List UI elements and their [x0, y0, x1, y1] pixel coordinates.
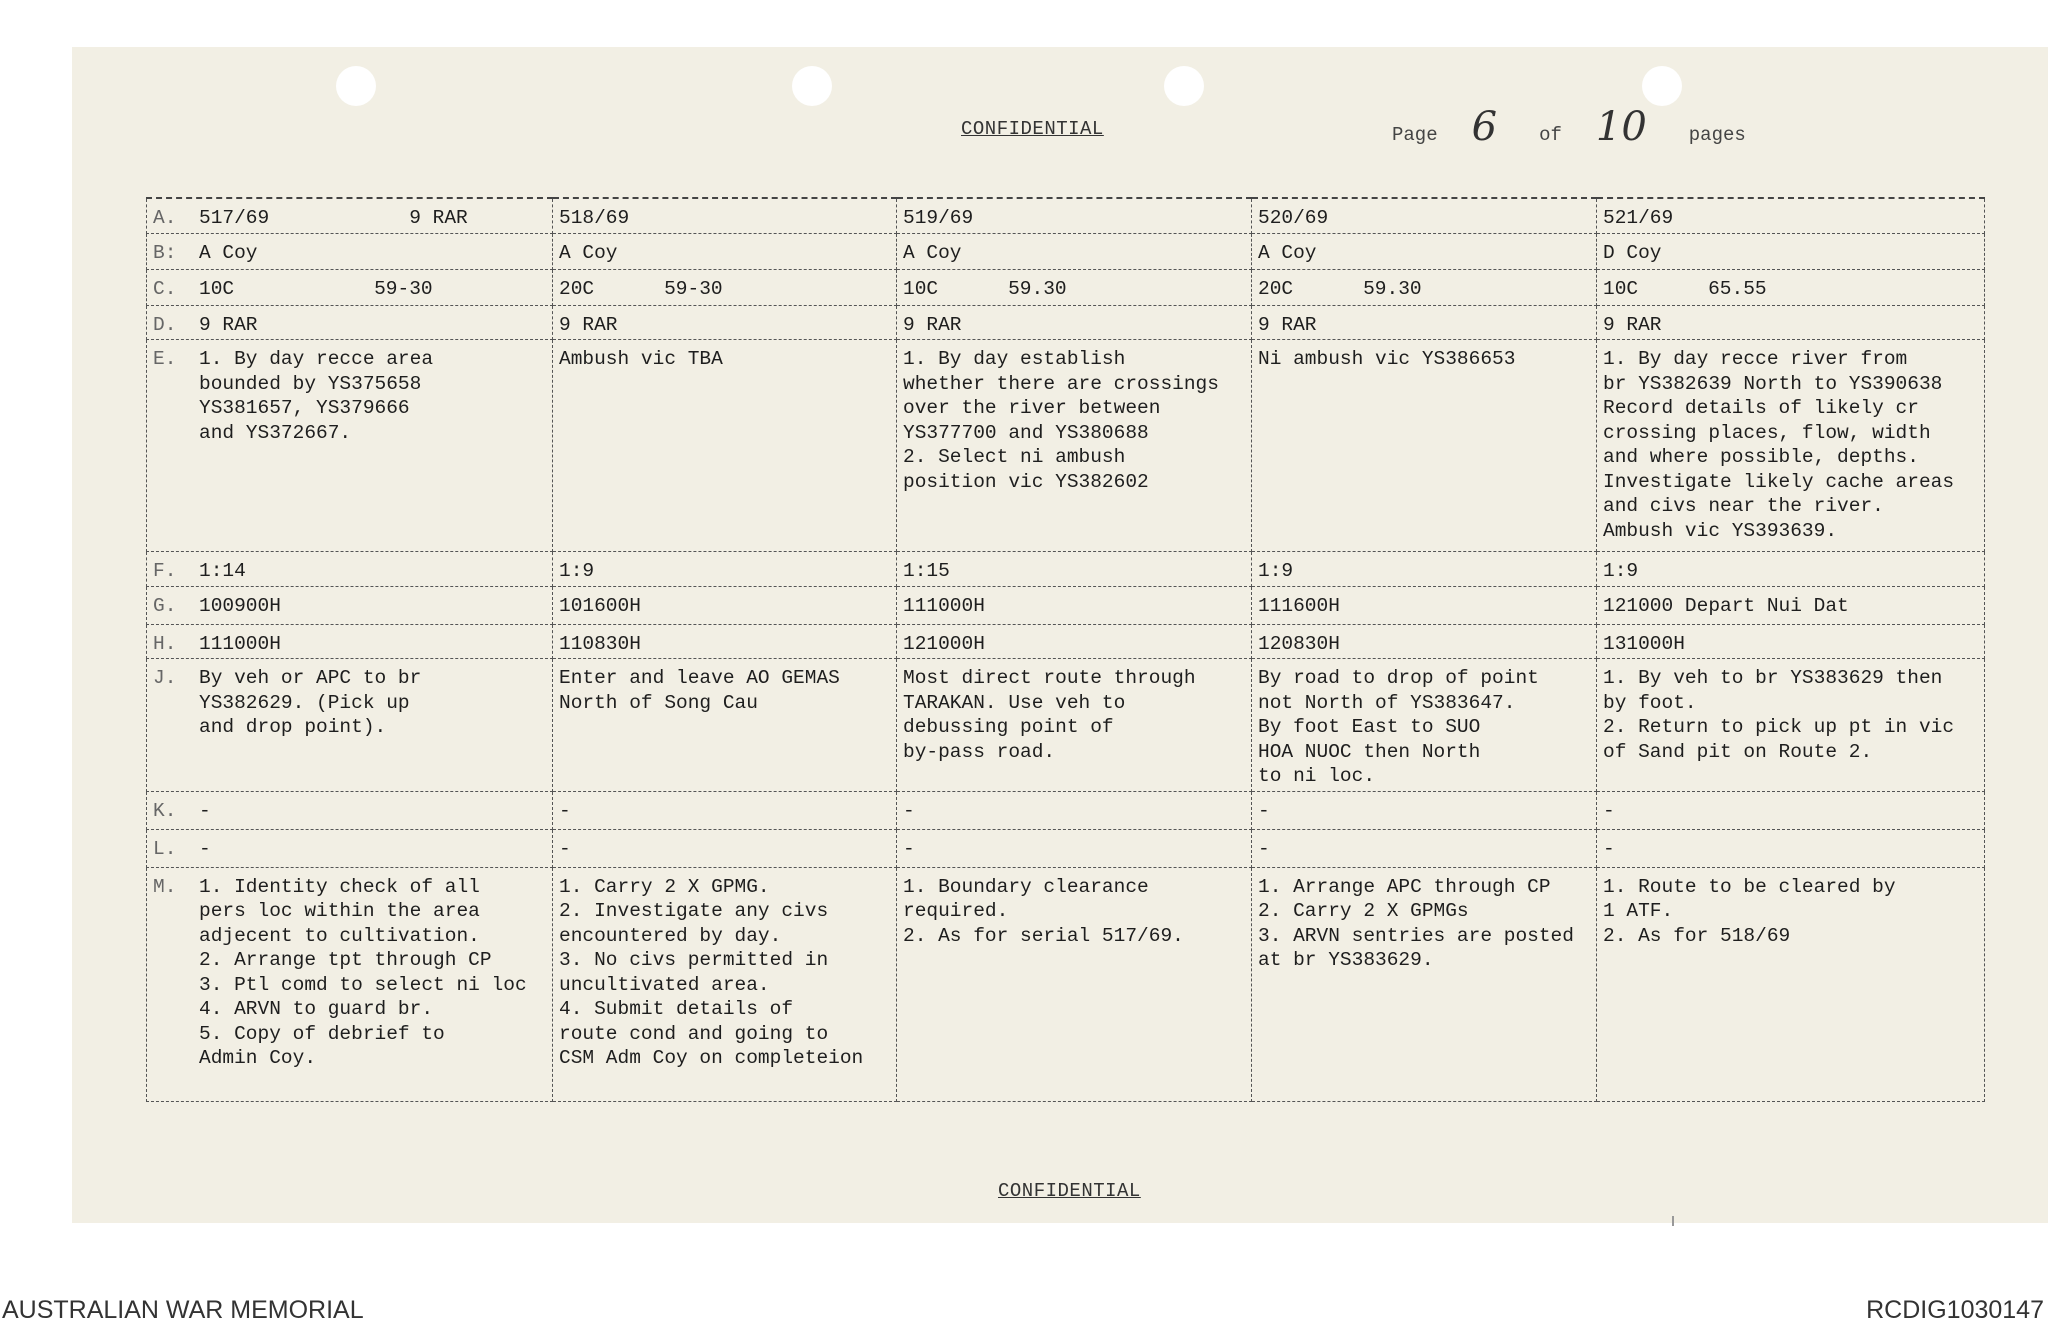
- cell-k-4: -: [1252, 791, 1597, 829]
- cell-h-5: 131000H: [1597, 624, 1985, 659]
- row-h: [147, 624, 1985, 659]
- page-total: 10: [1595, 104, 1647, 150]
- cell-e-4: Ni ambush vic YS386653: [1252, 340, 1597, 552]
- cell-f-5: 1:9: [1597, 552, 1985, 587]
- row-d: [147, 305, 1985, 340]
- archive-reference: RCDIG1030147: [1866, 1296, 2044, 1324]
- cell-m-1: M. 1. Identity check of all pers loc within the area adjecent to cultivation. 2. Arrange tpt through CP 3. Ptl comd to select ni loc 4. ARVN to guard br. 5. Copy of debrief to Admin Coy.: [147, 867, 553, 1101]
- cell-k-2: -: [553, 791, 897, 829]
- cell-h-1: H. 111000H: [147, 624, 553, 659]
- cell-d-1: D. 9 RAR: [147, 305, 553, 340]
- cell-f-1: F. 1:14: [147, 552, 553, 587]
- cell-d-4: 9 RAR: [1252, 305, 1597, 340]
- classification-header: CONFIDENTIAL: [961, 118, 1104, 140]
- row-k: [147, 791, 1985, 829]
- cell-d-2: 9 RAR: [553, 305, 897, 340]
- cell-f-2: 1:9: [553, 552, 897, 587]
- punch-hole: [1642, 66, 1682, 106]
- cell-b-5: D Coy: [1597, 233, 1985, 269]
- cell-g-4: 111600H: [1252, 586, 1597, 624]
- cell-g-3: 111000H: [897, 586, 1252, 624]
- row-a: [147, 198, 1985, 233]
- cell-d-5: 9 RAR: [1597, 305, 1985, 340]
- cell-k-5: -: [1597, 791, 1985, 829]
- row-j: [147, 659, 1985, 792]
- cell-h-3: 121000H: [897, 624, 1252, 659]
- punch-hole: [792, 66, 832, 106]
- cell-h-2: 110830H: [553, 624, 897, 659]
- cell-c-2: 20C 59-30: [553, 269, 897, 305]
- cell-l-2: -: [553, 829, 897, 867]
- row-g: [147, 586, 1985, 624]
- cell-e-5: 1. By day recce river from br YS382639 North to YS390638 Record details of likely cr crossing places, flow, width and where possible, depths. Investigate likely cache areas and civs near the river. Ambush vic YS393639.: [1597, 340, 1985, 552]
- cell-g-5: 121000 Depart Nui Dat: [1597, 586, 1985, 624]
- cell-b-3: A Coy: [897, 233, 1252, 269]
- operations-table: [146, 197, 1985, 1102]
- cell-c-1: C. 10C 59-30: [147, 269, 553, 305]
- cell-j-4: By road to drop of point not North of YS383647. By foot East to SUO HOA NUOC then North to ni loc.: [1252, 659, 1597, 792]
- cell-l-3: -: [897, 829, 1252, 867]
- cell-l-1: L. -: [147, 829, 553, 867]
- cell-g-2: 101600H: [553, 586, 897, 624]
- row-b: [147, 233, 1985, 269]
- archive-name: AUSTRALIAN WAR MEMORIAL: [2, 1296, 364, 1324]
- cell-d-3: 9 RAR: [897, 305, 1252, 340]
- row-m: [147, 867, 1985, 1101]
- cell-c-3: 10C 59.30: [897, 269, 1252, 305]
- page-number: 6: [1471, 104, 1498, 150]
- of-label: of: [1539, 124, 1562, 146]
- row-c: [147, 269, 1985, 305]
- cell-j-5: 1. By veh to br YS383629 then by foot. 2. Return to pick up pt in vic of Sand pit on Route 2.: [1597, 659, 1985, 792]
- cell-c-5: 10C 65.55: [1597, 269, 1985, 305]
- row-e: [147, 340, 1985, 552]
- cell-g-1: G. 100900H: [147, 586, 553, 624]
- cell-e-2: Ambush vic TBA: [553, 340, 897, 552]
- punch-hole: [1164, 66, 1204, 106]
- cell-a-3: 519/69: [897, 198, 1252, 233]
- cell-k-3: -: [897, 791, 1252, 829]
- row-l: [147, 829, 1985, 867]
- cell-b-4: A Coy: [1252, 233, 1597, 269]
- cell-m-4: 1. Arrange APC through CP 2. Carry 2 X GPMGs 3. ARVN sentries are posted at br YS383629.: [1252, 867, 1597, 1101]
- cell-f-4: 1:9: [1252, 552, 1597, 587]
- cell-e-1: E. 1. By day recce area bounded by YS375658 YS381657, YS379666 and YS372667.: [147, 340, 553, 552]
- cell-a-2: 518/69: [553, 198, 897, 233]
- cell-b-2: A Coy: [553, 233, 897, 269]
- cell-k-1: K. -: [147, 791, 553, 829]
- classification-footer: CONFIDENTIAL: [998, 1180, 1141, 1202]
- cell-m-3: 1. Boundary clearance required. 2. As for serial 517/69.: [897, 867, 1252, 1101]
- cell-h-4: 120830H: [1252, 624, 1597, 659]
- cell-j-1: J. By veh or APC to br YS382629. (Pick up and drop point).: [147, 659, 553, 792]
- paper-mark: [1672, 1216, 1674, 1226]
- cell-b-1: B: A Coy: [147, 233, 553, 269]
- cell-m-5: 1. Route to be cleared by 1 ATF. 2. As for 518/69: [1597, 867, 1985, 1101]
- cell-e-3: 1. By day establish whether there are crossings over the river between YS377700 and YS380688 2. Select ni ambush position vic YS382602: [897, 340, 1252, 552]
- page-label: Page: [1392, 124, 1438, 146]
- cell-j-3: Most direct route through TARAKAN. Use veh to debussing point of by-pass road.: [897, 659, 1252, 792]
- punch-hole: [336, 66, 376, 106]
- cell-a-4: 520/69: [1252, 198, 1597, 233]
- cell-m-2: 1. Carry 2 X GPMG. 2. Investigate any civs encountered by day. 3. No civs permitted in uncultivated area. 4. Submit details of route cond and going to CSM Adm Coy on completeion: [553, 867, 897, 1101]
- cell-j-2: Enter and leave AO GEMAS North of Song Cau: [553, 659, 897, 792]
- cell-c-4: 20C 59.30: [1252, 269, 1597, 305]
- cell-l-5: -: [1597, 829, 1985, 867]
- page-counter: [1392, 104, 1746, 150]
- row-f: [147, 552, 1985, 587]
- cell-a-5: 521/69: [1597, 198, 1985, 233]
- pages-label: pages: [1688, 124, 1746, 146]
- cell-a-1: A. 517/69 9 RAR: [147, 198, 553, 233]
- cell-l-4: -: [1252, 829, 1597, 867]
- cell-f-3: 1:15: [897, 552, 1252, 587]
